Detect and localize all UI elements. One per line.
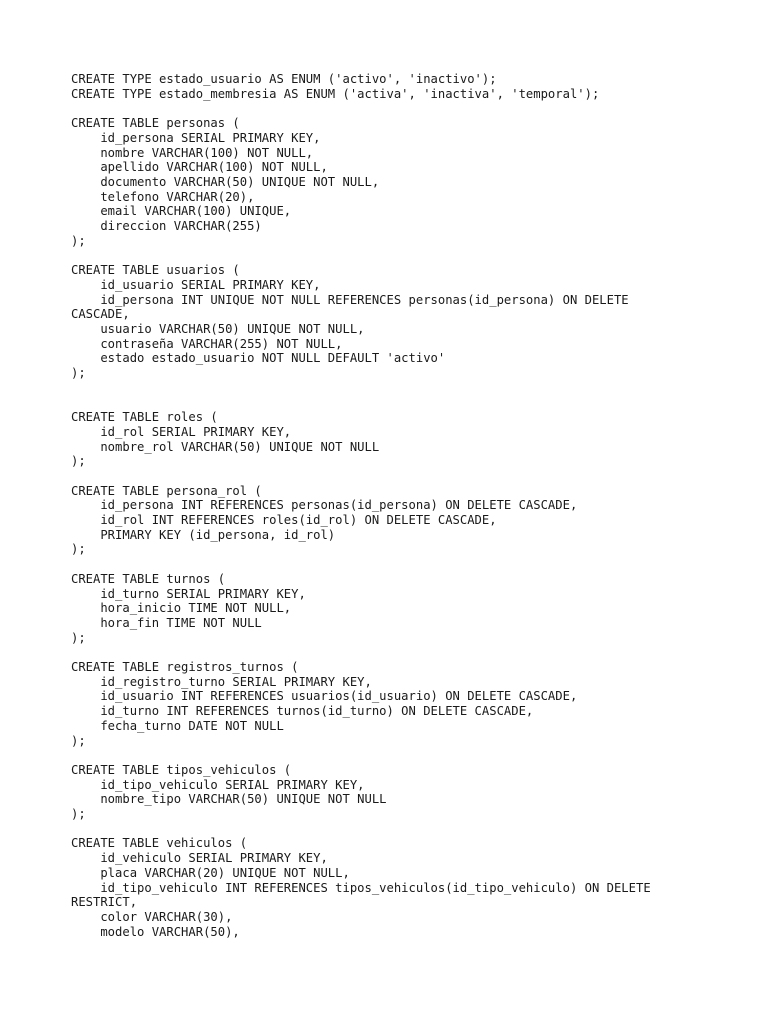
code-line: ); — [71, 233, 86, 248]
code-line — [71, 469, 751, 484]
code-line: id_tipo_vehiculo SERIAL PRIMARY KEY, — [71, 777, 365, 792]
code-line: CREATE TABLE usuarios ( — [71, 263, 240, 278]
code-line — [71, 248, 751, 263]
code-line: color VARCHAR(30), — [71, 909, 233, 924]
code-line: ); — [71, 366, 86, 381]
code-line: contraseña VARCHAR(255) NOT NULL, — [71, 336, 343, 351]
code-line: id_rol INT REFERENCES roles(id_rol) ON DELETE CASCADE, — [71, 513, 497, 528]
code-line: ); — [71, 807, 86, 822]
code-line: email VARCHAR(100) UNIQUE, — [71, 204, 292, 219]
code-line: CREATE TABLE personas ( — [71, 116, 240, 131]
code-line: CREATE TABLE roles ( — [71, 410, 218, 425]
code-line: documento VARCHAR(50) UNIQUE NOT NULL, — [71, 174, 380, 189]
code-line: PRIMARY KEY (id_persona, id_rol) — [71, 527, 336, 542]
code-line: id_tipo_vehiculo INT REFERENCES tipos_vehiculos(id_tipo_vehiculo) ON DELETE — [71, 880, 651, 895]
code-line: CREATE TABLE vehiculos ( — [71, 836, 248, 851]
code-line: hora_fin TIME NOT NULL — [71, 615, 262, 630]
code-line: id_persona INT UNIQUE NOT NULL REFERENCES personas(id_persona) ON DELETE — [71, 292, 629, 307]
code-line: id_usuario INT REFERENCES usuarios(id_usuario) ON DELETE CASCADE, — [71, 689, 578, 704]
code-line: CREATE TYPE estado_usuario AS ENUM ('activo', 'inactivo'); — [71, 72, 497, 86]
code-line: nombre_rol VARCHAR(50) UNIQUE NOT NULL — [71, 439, 380, 454]
code-line: id_turno SERIAL PRIMARY KEY, — [71, 586, 306, 601]
code-line: placa VARCHAR(20) UNIQUE NOT NULL, — [71, 865, 350, 880]
code-line: ); — [71, 733, 86, 748]
code-line — [71, 822, 751, 837]
code-line: ); — [71, 542, 86, 557]
code-line: modelo VARCHAR(50), — [71, 924, 240, 939]
code-line: id_turno INT REFERENCES turnos(id_turno) ON DELETE CASCADE, — [71, 704, 534, 719]
code-line: id_persona SERIAL PRIMARY KEY, — [71, 130, 321, 145]
code-line: nombre_tipo VARCHAR(50) UNIQUE NOT NULL — [71, 792, 387, 807]
code-line — [71, 101, 751, 116]
code-line — [71, 395, 751, 410]
code-line — [71, 645, 751, 660]
code-line: ); — [71, 454, 86, 469]
code-line: hora_inicio TIME NOT NULL, — [71, 601, 292, 616]
code-line — [71, 748, 751, 763]
code-line: id_rol SERIAL PRIMARY KEY, — [71, 424, 292, 439]
code-line: ); — [71, 630, 86, 645]
code-line: CASCADE, — [71, 307, 130, 322]
code-line: RESTRICT, — [71, 895, 138, 910]
code-line: CREATE TABLE registros_turnos ( — [71, 660, 299, 675]
code-line: telefono VARCHAR(20), — [71, 189, 255, 204]
code-line: usuario VARCHAR(50) UNIQUE NOT NULL, — [71, 321, 365, 336]
code-line: fecha_turno DATE NOT NULL — [71, 718, 284, 733]
code-line: estado estado_usuario NOT NULL DEFAULT 'activo' — [71, 351, 446, 366]
code-line: id_usuario SERIAL PRIMARY KEY, — [71, 277, 321, 292]
code-line — [71, 381, 751, 396]
code-line: CREATE TABLE persona_rol ( — [71, 483, 262, 498]
sql-code-block — [71, 72, 751, 939]
code-line — [71, 557, 751, 572]
code-line: CREATE TYPE estado_membresia AS ENUM ('activa', 'inactiva', 'temporal'); — [71, 86, 600, 101]
code-line: nombre VARCHAR(100) NOT NULL, — [71, 145, 314, 160]
code-line: id_persona INT REFERENCES personas(id_persona) ON DELETE CASCADE, — [71, 498, 578, 513]
code-line: direccion VARCHAR(255) — [71, 219, 262, 234]
code-line: apellido VARCHAR(100) NOT NULL, — [71, 160, 328, 175]
code-line: id_registro_turno SERIAL PRIMARY KEY, — [71, 674, 372, 689]
code-line: id_vehiculo SERIAL PRIMARY KEY, — [71, 851, 328, 866]
code-line: CREATE TABLE tipos_vehiculos ( — [71, 762, 292, 777]
code-line: CREATE TABLE turnos ( — [71, 571, 226, 586]
